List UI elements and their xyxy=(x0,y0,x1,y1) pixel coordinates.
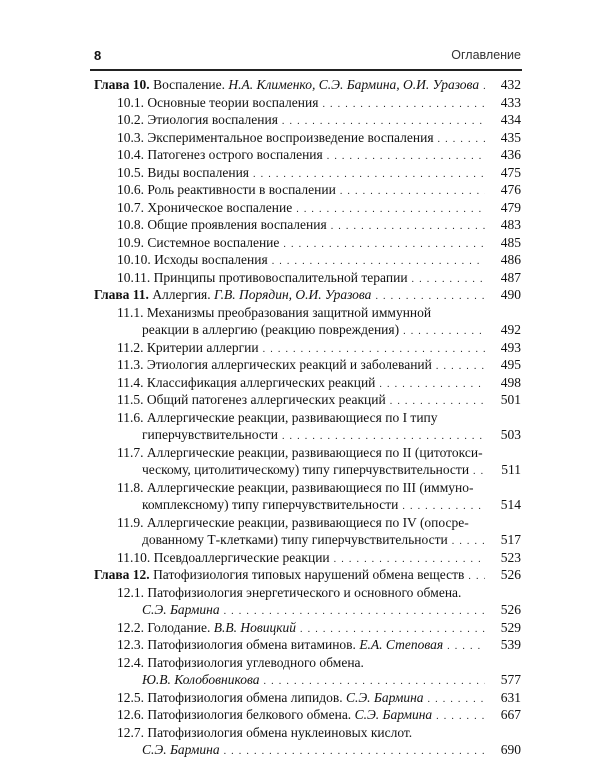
page-ref: 501 xyxy=(500,392,521,407)
entry-title: 10.10. Исходы воспаления xyxy=(117,252,268,267)
entry-title: Патофизиология типовых нарушений обмена веществ xyxy=(153,567,465,582)
entry-title: дованному Т-клетками) типу гиперчувствительности xyxy=(142,532,448,547)
entry-title: 10.8. Общие проявления воспаления xyxy=(117,217,327,232)
toc-section-entry xyxy=(94,391,521,409)
toc-line xyxy=(94,269,521,287)
toc-line xyxy=(94,479,521,497)
toc-line xyxy=(94,706,521,724)
toc-section-entry xyxy=(94,356,521,374)
toc-line xyxy=(94,234,521,252)
toc-line xyxy=(94,199,521,217)
toc-section-entry xyxy=(94,706,521,724)
toc-section-entry xyxy=(94,199,521,217)
toc-section-entry xyxy=(94,444,521,479)
entry-title: 10.4. Патогенез острого воспаления xyxy=(117,147,323,162)
toc-line xyxy=(94,619,521,637)
chapter-label: Глава 12. xyxy=(94,567,150,582)
page-ref: 479 xyxy=(500,199,521,215)
entry-title: 12.2. Голодание. xyxy=(117,619,211,635)
entry-title: 11.7. Аллергические реакции, развивающиеся по II (цитотокси- xyxy=(117,444,483,460)
page-ref: 690 xyxy=(500,742,521,757)
toc-line xyxy=(94,444,521,462)
toc-line xyxy=(94,216,521,234)
entry-authors: Ю.В. Колобовникова xyxy=(142,672,260,687)
page-ref: 436 xyxy=(500,147,521,162)
entry-title: 11.5. Общий патогенез аллергических реакций xyxy=(117,392,386,407)
toc-section-entry xyxy=(94,216,521,234)
entry-title: 10.11. Принципы противовоспалительной терапии xyxy=(117,269,408,285)
entry-title: ческому, цитолитическому) типу гиперчувствительности xyxy=(142,462,470,477)
page-ref: 517 xyxy=(500,532,521,547)
toc-section-entry xyxy=(94,479,521,514)
toc-section-entry xyxy=(94,146,521,164)
toc-line xyxy=(94,146,521,164)
toc-line xyxy=(94,181,521,199)
table-of-contents xyxy=(94,76,521,759)
page-number: 8 xyxy=(94,48,102,63)
page-ref: 526 xyxy=(500,567,521,582)
toc-line xyxy=(94,374,521,392)
entry-authors: Н.А. Клименко, С.Э. Бармина, О.И. Уразова xyxy=(228,77,480,92)
page-ref: 631 xyxy=(500,689,521,705)
entry-authors: С.Э. Бармина xyxy=(142,602,220,617)
toc-section-entry xyxy=(94,129,521,147)
page-ref: 476 xyxy=(500,182,521,197)
toc-line xyxy=(94,111,521,129)
toc-line xyxy=(94,339,521,357)
page-ref: 511 xyxy=(501,462,521,477)
entry-title: 11.6. Аллергические реакции, развивающиеся по I типу xyxy=(117,409,438,425)
entry-title: 10.5. Виды воспаления xyxy=(117,164,250,180)
page-ref: 539 xyxy=(500,637,521,652)
toc-line xyxy=(94,304,521,322)
toc-line xyxy=(94,601,521,619)
page-ref: 483 xyxy=(500,217,521,232)
toc-line xyxy=(94,94,521,112)
page-ref: 493 xyxy=(500,339,521,355)
toc-section-entry xyxy=(94,549,521,567)
page-ref: 514 xyxy=(500,497,521,512)
toc-line xyxy=(94,76,521,94)
toc-section-entry xyxy=(94,689,521,707)
entry-authors: Г.В. Порядин, О.И. Уразова xyxy=(214,287,372,302)
entry-title: 12.6. Патофизиология белкового обмена. xyxy=(117,707,352,722)
page-ref: 503 xyxy=(500,427,521,442)
entry-title: 10.2. Этиология воспаления xyxy=(117,112,278,127)
page-ref: 486 xyxy=(500,252,521,267)
entry-title: Воспаление. xyxy=(153,77,226,92)
toc-section-entry xyxy=(94,619,521,637)
toc-line xyxy=(94,584,521,602)
page-ref: 667 xyxy=(500,707,521,722)
page-ref: 487 xyxy=(500,269,521,285)
page-ref: 529 xyxy=(500,619,521,635)
toc-section-entry xyxy=(94,111,521,129)
toc-line xyxy=(94,549,521,567)
page-ref: 434 xyxy=(500,112,521,127)
entry-title: 10.7. Хроническое воспаление xyxy=(117,199,293,215)
toc-line xyxy=(94,461,521,479)
entry-title: 10.1. Основные теории воспаления xyxy=(117,94,319,110)
page-ref: 433 xyxy=(500,94,521,110)
page-ref: 475 xyxy=(500,164,521,180)
entry-authors: Е.А. Степовая xyxy=(359,637,444,652)
toc-chapter-entry xyxy=(94,566,521,584)
entry-authors: С.Э. Бармина xyxy=(354,707,433,722)
toc-section-entry xyxy=(94,269,521,287)
toc-section-entry xyxy=(94,304,521,339)
entry-title: 10.3. Экспериментальное воспроизведение воспаления xyxy=(117,129,434,145)
dot-leader xyxy=(224,743,485,761)
entry-title: 11.4. Классификация аллергических реакций xyxy=(117,374,376,390)
toc-section-entry xyxy=(94,374,521,392)
entry-title: 12.4. Патофизиология углеводного обмена. xyxy=(117,654,364,670)
entry-authors: С.Э. Бармина xyxy=(345,689,424,705)
toc-line xyxy=(94,689,521,707)
page-ref: 432 xyxy=(500,77,521,92)
page-ref: 526 xyxy=(500,602,521,617)
toc-chapter-entry xyxy=(94,76,521,94)
page-ref: 523 xyxy=(500,549,521,565)
entry-title: 12.5. Патофизиология обмена липидов. xyxy=(117,689,343,705)
entry-title: комплексному) типу гиперчувствительности xyxy=(142,497,399,512)
toc-line xyxy=(94,356,521,374)
toc-line xyxy=(94,496,521,514)
toc-section-entry xyxy=(94,181,521,199)
toc-line xyxy=(94,129,521,147)
page-ref: 435 xyxy=(500,129,521,145)
toc-line xyxy=(94,286,521,304)
toc-line xyxy=(94,391,521,409)
chapter-label: Глава 10. xyxy=(94,77,150,92)
toc-line xyxy=(94,636,521,654)
toc-section-entry xyxy=(94,654,521,689)
header-rule xyxy=(90,69,522,71)
page-ref: 492 xyxy=(500,322,521,337)
toc-section-entry xyxy=(94,636,521,654)
entry-authors: В.В. Новицкий xyxy=(213,619,297,635)
entry-title: реакции в аллергию (реакцию повреждения) xyxy=(142,322,400,337)
page-ref: 498 xyxy=(500,374,521,390)
toc-section-entry xyxy=(94,251,521,269)
entry-title: 10.9. Системное воспаление xyxy=(117,234,280,250)
entry-title: 10.6. Роль реактивности в воспалении xyxy=(117,182,336,197)
toc-section-entry xyxy=(94,234,521,252)
running-title: Оглавление xyxy=(451,48,521,62)
page-ref: 577 xyxy=(500,672,521,687)
toc-line xyxy=(94,654,521,672)
entry-title: 11.2. Критерии аллергии xyxy=(117,339,259,355)
toc-line xyxy=(94,671,521,689)
toc-section-entry xyxy=(94,164,521,182)
entry-title: 11.3. Этиология аллергических реакций и заболеваний xyxy=(117,357,432,372)
page-ref: 495 xyxy=(500,357,521,372)
toc-section-entry xyxy=(94,724,521,759)
toc-line xyxy=(94,566,521,584)
toc-section-entry xyxy=(94,584,521,619)
toc-line xyxy=(94,724,521,742)
toc-line xyxy=(94,531,521,549)
toc-section-entry xyxy=(94,339,521,357)
toc-section-entry xyxy=(94,94,521,112)
page-ref: 490 xyxy=(500,287,521,302)
toc-line xyxy=(94,321,521,339)
toc-section-entry xyxy=(94,409,521,444)
entry-authors: С.Э. Бармина xyxy=(142,742,220,757)
toc-line xyxy=(94,514,521,532)
toc-line xyxy=(94,251,521,269)
entry-title: 12.1. Патофизиология энергетического и основного обмена. xyxy=(117,584,462,600)
entry-title: 12.7. Патофизиология обмена нуклеиновых кислот. xyxy=(117,724,413,740)
entry-title: гиперчувствительности xyxy=(142,427,278,442)
toc-line xyxy=(94,164,521,182)
entry-title: 11.9. Аллергические реакции, развивающиеся по IV (опосре- xyxy=(117,514,469,530)
entry-title: 11.1. Механизмы преобразования защитной иммунной xyxy=(117,304,432,320)
entry-title: 11.10. Псевдоаллергические реакции xyxy=(117,549,330,565)
toc-chapter-entry xyxy=(94,286,521,304)
toc-line xyxy=(94,426,521,444)
page-ref: 485 xyxy=(500,234,521,250)
page-header xyxy=(94,48,521,64)
toc-line xyxy=(94,409,521,427)
entry-title: Аллергия. xyxy=(152,287,211,302)
entry-title: 11.8. Аллергические реакции, развивающиеся по III (иммуно- xyxy=(117,479,474,495)
entry-title: 12.3. Патофизиология обмена витаминов. xyxy=(117,637,356,652)
toc-section-entry xyxy=(94,514,521,549)
chapter-label: Глава 11. xyxy=(94,287,149,302)
